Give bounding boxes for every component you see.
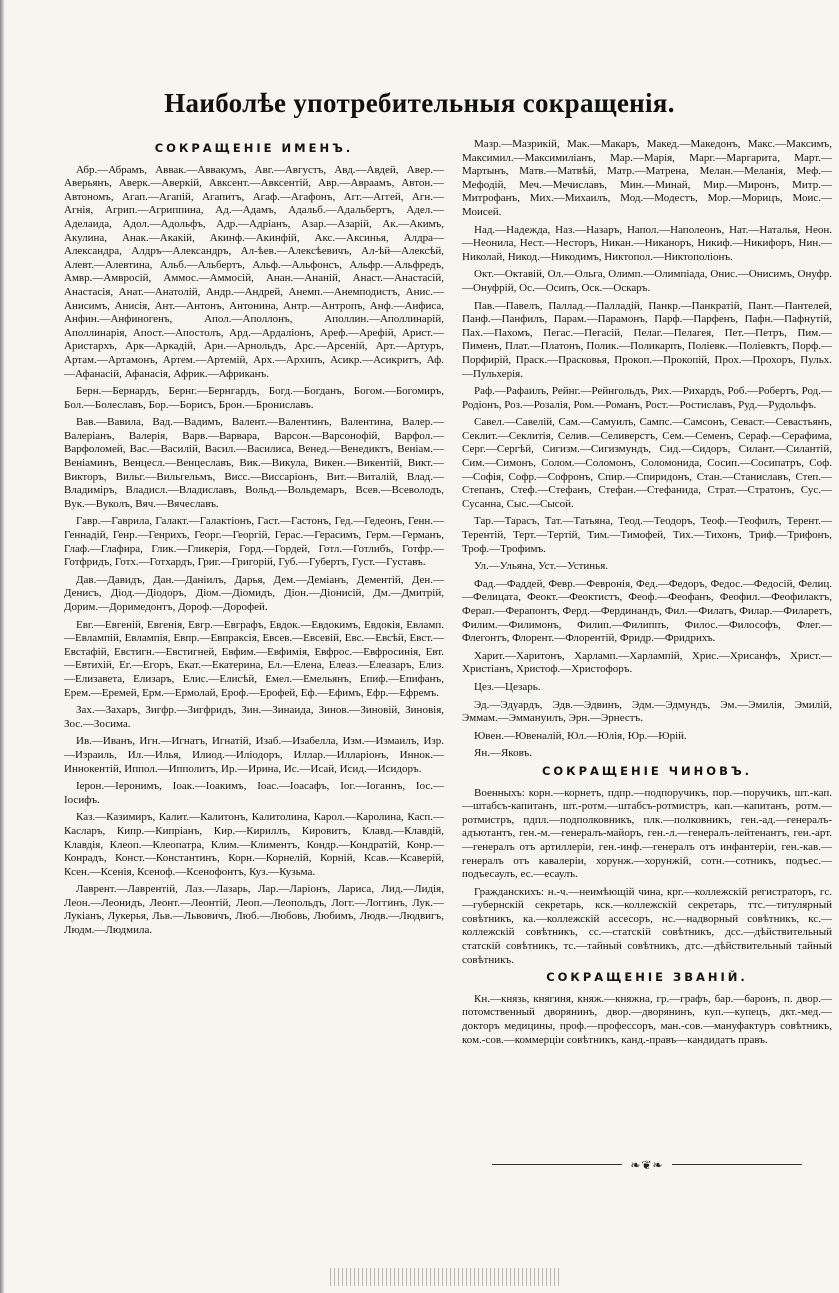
ranks-civil-paragraph: Гражданскихъ: н.-ч.—неимѣющій чина, крг.—коллежскій регистраторъ, гс.—губернскій секретарь, кск.—коллежскій секретарь, ттс.—титулярный совѣтникъ, ка.—коллежскій ассесоръ, нс.—надворный совѣтникъ, кс.—коллежскій совѣтникъ, сс.—статскій совѣтникъ, дсс.—дѣйствительный статскій совѣтникъ, тс.—тайный совѣтникъ, дтс.—дѣйствительный тайный совѣтникъ. <box>462 885 832 966</box>
page-edge-shadow <box>0 0 5 1293</box>
names-paragraph-r: Раф.—Рафаилъ, Рейнг.—Рейнгольдъ, Рих.—Рихардъ, Роб.—Робертъ, Род.—Родіонъ, Роз.—Розалія, Ром.—Романъ, Рост.—Ростиславъ, Руд.—Рудольфъ. <box>462 385 832 411</box>
names-paragraph-f: Фад.—Фаддей, Февр.—Февронія, Фед.—Федоръ, Федос.—Федосій, Фелиц.—Фелицата, Феокт.—Феоктистъ, Феоф.—Феофанъ, Феофил.—Феофилактъ, Ферап.—Ферапонтъ, Ферд.—Фердинандъ, Фил.—Филатъ, Филар.—Филаретъ, Филим.—Филимонъ, Филип.—Филиппъ, Филос.—Философъ, Флег.—Флегонтъ, Флорент.—Флорентій, Фридр.—Фридрихъ. <box>462 577 832 645</box>
names-paragraph-a: Абр.—Абрамъ, Аввак.—Аввакумъ, Авг.—Августъ, Авд.—Авдей, Авер.—Аверьянъ, Аверк.—Аверкій, Авксент.—Авксентій, Авр.—Авраамъ, Автон.—Автономъ, Агап.—Агапій, Агапитъ, Агаф.—Агафонъ, Агг.—Аггей, Агн.—Агнія, Агрип.—Агриппина, Ад.—Адамъ, Адальб.—Адальбертъ, Адел.—Аделаида, Адол.—Адольфъ, Адр.—Адріанъ, Азар.—Азарій, Ак.—Акимъ, Акулина, Анак.—Акакій, Акинф.—Акинфій, Акс.—Аксинья, Алдра—Александра, Алдръ—Александръ, Ал-ѣев.—Алексѣевичъ, Ал-ѣй—Алексѣй, Алевт.—Алевтина, Альб.—Альбертъ, Альф.—Альфонсъ, Альфр.—Альфредъ, Амвр.—Амвросій, Аммос.—Аммосій, Анан.—Ананій, Анаст.—Анастасій, Анастасія, Анат.—Анатолій, Андр.—Андрей, Анемп.—Анемподистъ, Анис.—Анисимъ, Анисія, Ант.—Антонъ, Антонина, Антр.—Антропъ, Анф.—Анфиса, Анфин.—Анфиногенъ, Апол.—Аполлонъ, Аполлин.—Аполлинарій, Аполлинарія, Апост.—Апостолъ, Ард.—Ардаліонъ, Ареф.—Арефій, Арист.—Аристархъ, Арк—Аркадій, Арн.—Арнольдъ, Арс.—Арсеній, Арт.—Артуръ, Артам.—Артамонъ, Артем.—Артемій, Арх.—Архипъ, Асикр.—Асикритъ, Аф.—Афанасій, Афанасія, Африк.—Африканъ. <box>64 163 444 380</box>
fleuron-icon: ❧❦❧ <box>630 1157 664 1172</box>
ornament-rule-left <box>492 1164 622 1165</box>
left-column <box>64 138 444 942</box>
closing-ornament <box>462 1157 832 1172</box>
names-paragraph-e-rev: Эд.—Эдуардъ, Эдв.—Эдвинъ, Эдм.—Эдмундъ, Эм.—Эмилія, Эмилій, Эммам.—Эммануилъ, Эрн.—Эрнестъ. <box>462 698 832 725</box>
titles-paragraph: Кн.—князь, княгиня, княж.—княжна, гр.—графъ, бар.—баронъ, п. двор.—потомственный дворянинъ, двор.—дворянинъ, куп.—купецъ, дкт.-мед.—докторъ медицины, проф.—профессоръ, ман.-сов.—мануфактуръ совѣтникъ, ком.-сов.—коммерціи совѣтникъ, канд.-правъ—кандидатъ правъ. <box>462 992 832 1046</box>
names-paragraph-m: Мазр.—Мазрикій, Мак.—Макаръ, Макед.—Македонъ, Макс.—Максимъ, Максимил.—Максимиліанъ, Мар.—Марія, Марг.—Маргарита, Март.—Мартынъ, Матв.—Матвѣй, Матр.—Матрена, Мелан.—Меланія, Меф.—Мефодій, Меч.—Мечиславъ, Мин.—Минай, Мир.—Миронъ, Митр.—Митрофанъ, Мих.—Михаилъ, Мод.—Модестъ, Мор.—Морицъ, Моис.—Моисей. <box>462 138 832 218</box>
names-paragraph-v: Вав.—Вавила, Вад.—Вадимъ, Валент.—Валентинъ, Валентина, Валер.—Валеріанъ, Валерія, Варв.—Варвара, Варсон.—Варсонофій, Варфол.—Варфоломей, Вас.—Василій, Васил.—Василиса, Венед.—Венедиктъ, Веніам.—Веніаминъ, Венцесл.—Венцеславъ, Вик.—Викула, Викен.—Викентій, Викт.—Викторъ, Вильг.—Вильгельмъ, Висс.—Виссаріонъ, Вит.—Виталій, Влад.—Владиміръ, Владисл.—Владиславъ, Вольд.—Вольдемаръ, Всев.—Всеволодъ, Вук.—Вуколъ, Вяч.—Вячеславъ. <box>64 416 444 510</box>
names-paragraph-g: Гавр.—Гаврила, Галакт.—Галактіонъ, Гаст.—Гастонъ, Гед.—Гедеонъ, Генн.—Геннадій, Генр.—Генрихъ, Георг.—Георгій, Герас.—Герасимъ, Герм.—Германъ, Глаф.—Глафира, Глик.—Гликерія, Горд.—Гордей, Готл.—Готлибъ, Готфр.—Готфридъ, Готх.—Готхардъ, Григ.—Григорій, Губ.—Губертъ, Густ.—Густавъ. <box>64 515 444 569</box>
names-paragraph-ya: Ян.—Яковъ. <box>474 747 532 760</box>
names-heading: СОКРАЩЕНІЕ ИМЕНЪ. <box>154 141 354 155</box>
names-paragraph-e: Евг.—Евгеній, Евгенія, Евгр.—Евграфъ, Евдок.—Евдокимъ, Евдокія, Евламп.—Евлампій, Евлампія, Евпр.—Евпраксія, Евсев.—Евсевій, Евс.—Евсѣй, Евст.—Евстафій, Евстигн.—Евстигней, Евфим.—Евфимія, Евфрос.—Евфросинія, Евт.—Евтихій, Ег.—Егоръ, Екат.—Екатерина, Ел.—Елена, Елеаз.—Елеазаръ, Елиз.—Елизавета, Елизаръ, Елис.—Елисѣй, Емел.—Емельянъ, Епиф.—Епифанъ, Ерем.—Еремей, Ерм.—Ермолай, Ероф.—Ерофей, Еф.—Ефимъ, Ефр.—Ефремъ. <box>64 618 444 699</box>
names-paragraph-yu: Ювен.—Ювеналій, Юл.—Юлія, Юр.—Юрій. <box>474 729 687 742</box>
names-paragraph-t: Тар.—Тарасъ, Тат.—Татьяна, Теод.—Теодоръ, Теоф.—Теофилъ, Терент.—Терентій, Терт.—Тертій, Тим.—Тимофей, Тих.—Тихонъ, Триф.—Трифонъ, Троф.—Трофимъ. <box>462 515 832 555</box>
scan-noise <box>330 1268 560 1286</box>
titles-heading: СОКРАЩЕНІЕ ЗВАНІЙ. <box>546 970 748 985</box>
names-paragraph-u: Ул.—Ульяна, Уст.—Устинья. <box>474 560 609 573</box>
names-paragraph-o: Окт.—Октавій, Ол.—Ольга, Олимп.—Олимпіада, Онис.—Онисимъ, Онуфр.—Онуфрій, Ос.—Осипъ, Оск.—Оскаръ. <box>462 268 832 294</box>
ornament-rule-right <box>672 1164 802 1165</box>
names-paragraph-l: Лаврент.—Лаврентій, Лаз.—Лазарь, Лар.—Ларіонъ, Лариса, Лид.—Лидія, Леон.—Леонидъ, Леонт.—Леонтій, Леоп.—Леопольдъ, Логг.—Логгинъ, Лук.—Лукіанъ, Лукерья, Льв.—Львовичъ, Люб.—Любовь, Любимъ, Людв.—Людвигъ, Людм.—Людмила. <box>64 883 444 937</box>
names-paragraph-z: Зах.—Захаръ, Зигфр.—Зигфридъ, Зин.—Зинаида, Зинов.—Зиновій, Зиновія, Зос.—Зосима. <box>64 704 444 730</box>
names-paragraph-d: Дав.—Давидъ, Дан.—Даніилъ, Дарья, Дем.—Деміанъ, Дементій, Ден.—Денисъ, Діод.—Діодоръ, Діом.—Діомидъ, Діон.—Діонисій, Дм.—Дмитрій, Дорим.—Доримедонтъ, Дороф.—Дорофей. <box>64 573 444 613</box>
names-paragraph-i: Ив.—Иванъ, Игн.—Игнатъ, Игнатій, Изаб.—Изабелла, Изм.—Измаилъ, Изр.—Израиль, Ил.—Илья, Илиод.—Иліодоръ, Иллар.—Илларіонъ, Иннок.—Иннокентій, Иппол.—Ипполитъ, Ир.—Ирина, Ис.—Исай, Исид.—Исидоръ. <box>64 735 444 775</box>
names-paragraph-n: Над.—Надежда, Наз.—Назаръ, Напол.—Наполеонъ, Нат.—Наталья, Неон.—Неонила, Нест.—Несторъ, Никан.—Никаноръ, Никиф.—Никифоръ, Нин.—Николай, Никод.—Никодимъ, Никтопол.—Никтополіонъ. <box>462 223 832 263</box>
right-column <box>462 138 832 1051</box>
names-paragraph-k: Каз.—Казимиръ, Калит.—Калитонъ, Калитолина, Карол.—Каролина, Касп.—Касларъ, Кипр.—Кипріанъ, Кир.—Кириллъ, Кировитъ, Клавд.—Клавдій, Клавдія, Клеоп.—Клеопатра, Клим.—Климентъ, Кондр.—Кондратій, Конр.—Конрадъ, Конст.—Константинъ, Корн.—Корнелій, Корній, Ксав.—Ксаверій, Ксен.—Ксенія, Ксеноф.—Ксенофонтъ, Куз.—Кузьма. <box>64 811 444 878</box>
ranks-military-paragraph: Военныхъ: корн.—корнетъ, пдпр.—подпоручикъ, пор.—поручикъ, шт.-кап.—штабсъ-капитанъ, шт.-ротм.—штабсъ-ротмистръ, кап.—капитанъ, ротм.—ротмистръ, пдпл.—подполковникъ, плк.—полковникъ, ген.-ад.—генералъ-адъютантъ, ген.-м.—генералъ-майоръ, ген.-л.—генералъ-лейтенантъ, ген.-арт.—генералъ отъ артиллеріи, ген.-инф.—генералъ отъ инфантеріи, ген.-кав.—генералъ отъ кавалеріи, хорунж.—хорунжій, сотн.—сотникъ, подъес.—подъесаулъ, ес.—есаулъ. <box>462 786 832 881</box>
names-paragraph-i-dec: Іерон.—Іеронимъ, Іоак.—Іоакимъ, Іоас.—Іоасафъ, Іог.—Іоганнъ, Іос.—Іосифъ. <box>64 780 444 806</box>
names-paragraph-b: Берн.—Бернардъ, Бернг.—Бернгардъ, Богд.—Богданъ, Богом.—Богомиръ, Бол.—Болеславъ, Бор.—Борисъ, Брон.—Брониславъ. <box>64 385 444 411</box>
names-paragraph-ts: Цез.—Цезарь. <box>474 680 541 693</box>
names-paragraph-p: Пав.—Павелъ, Паллад.—Палладій, Панкр.—Панкратій, Пант.—Пантелей, Панф.—Панфилъ, Парам.—Парамонъ, Парф.—Парфенъ, Пафн.—Пафнутій, Пах.—Пахомъ, Пегас.—Пегасій, Пелаг.—Пелагея, Пет.—Петръ, Пим.—Пименъ, Плат.—Платонъ, Полик.—Поликарпъ, Поліевк.—Поліевктъ, Порф.—Порфирій, Праск.—Прасковья, Прокоп.—Прокопій, Прох.—Прохоръ, Пульх.—Пульхерія. <box>462 299 832 380</box>
names-paragraph-s: Савел.—Савелій, Сам.—Самуилъ, Сампс.—Самсонъ, Севаст.—Севастьянъ, Секлит.—Секлитія, Селив.—Селиверстъ, Сем.—Семенъ, Сераф.—Серафима, Серг.—Сергѣй, Сигизм.—Сигизмундъ, Сид.—Сидоръ, Силант.—Силантій, Сим.—Симонъ, Солом.—Соломонъ, Соломонида, Сосип.—Сосипатръ, Соф.—Софія, Софр.—Софронъ, Спир.—Спиридонъ, Стан.—Станиславъ, Степ.—Степанъ, Стеф.—Стефанъ, Стефан.—Стефанида, Страт.—Стратонъ, Сус.—Сусанна, Сыс.—Сысой. <box>462 416 832 510</box>
names-paragraph-h: Харит.—Харитонъ, Харламп.—Харлампій, Хрис.—Хрисанфъ, Христ.—Христіанъ, Христоф.—Христофоръ. <box>462 649 832 676</box>
ranks-heading: СОКРАЩЕНІЕ ЧИНОВЪ. <box>541 763 753 778</box>
page-title: Наиболѣе употребительныя сокращенія. <box>164 88 675 118</box>
